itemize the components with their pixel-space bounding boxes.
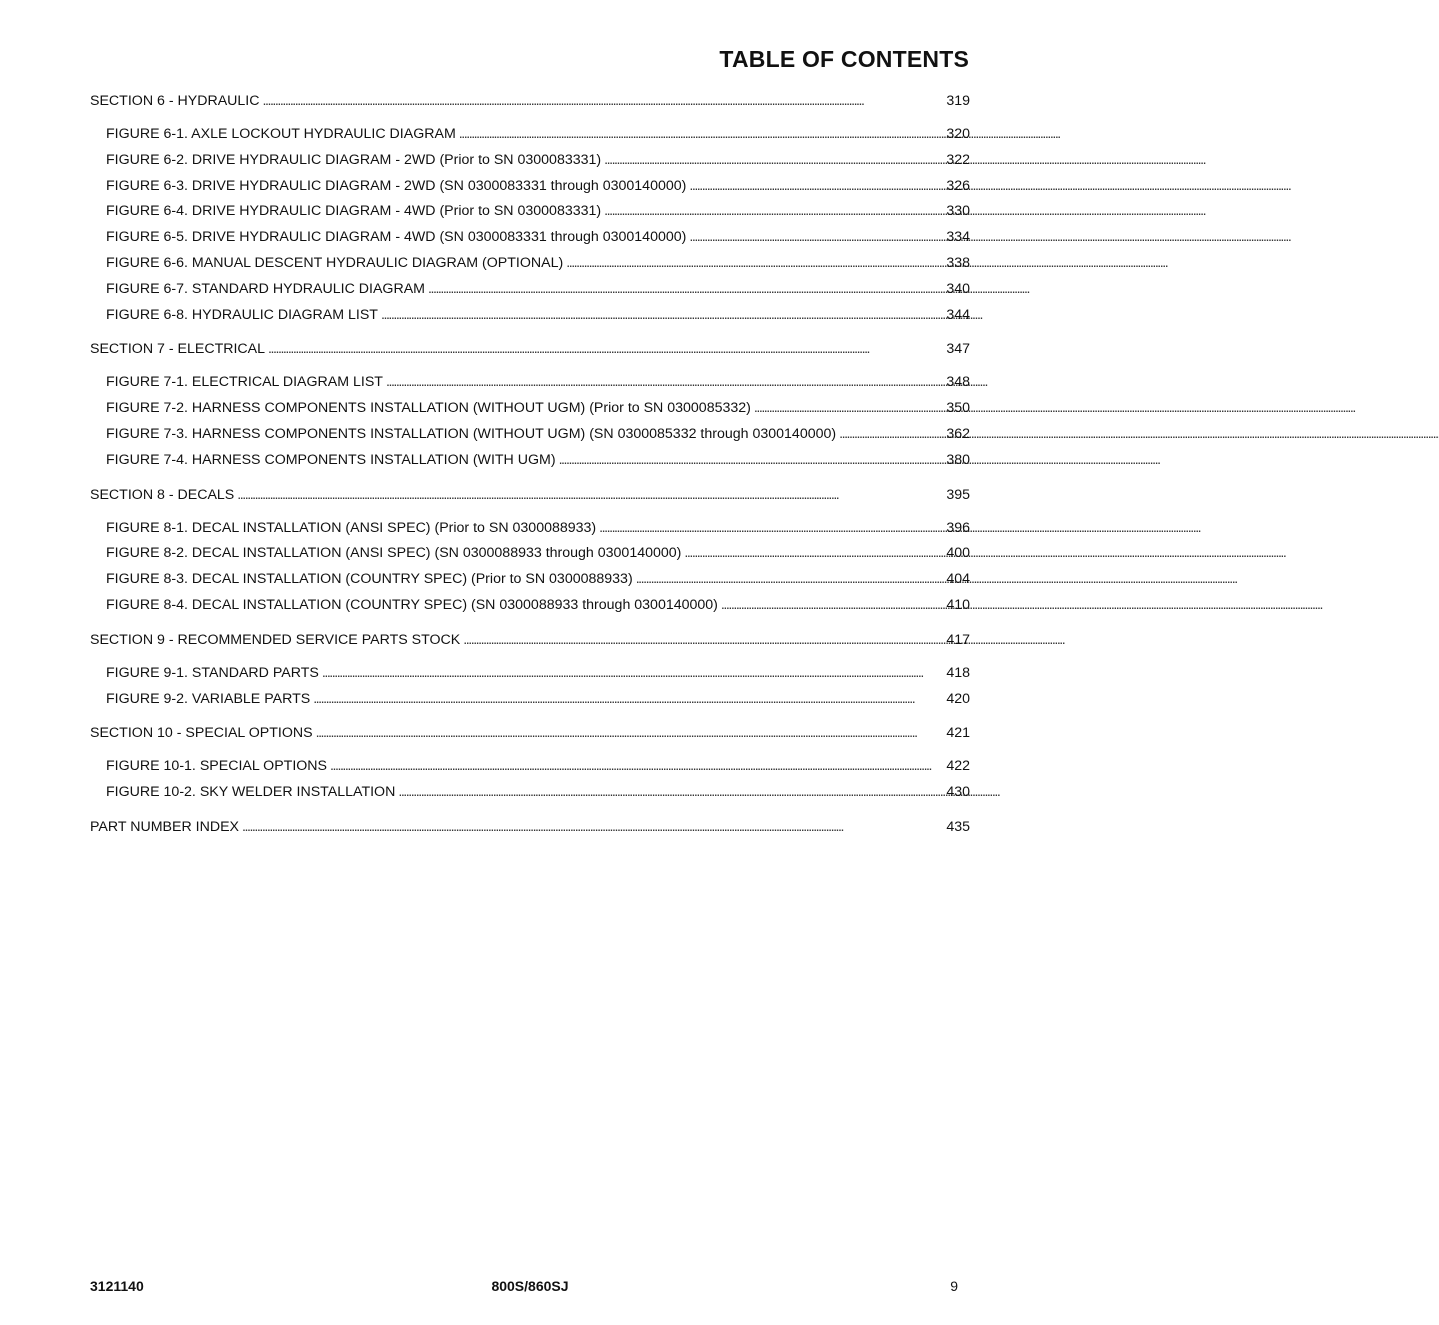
toc-figure-entry-page: 410 xyxy=(946,596,970,613)
dot-leader xyxy=(322,661,942,687)
dot-leader xyxy=(316,720,943,746)
dot-leader xyxy=(604,199,942,225)
toc-figure-entry-page: 404 xyxy=(946,571,970,588)
toc-section-entry[interactable] xyxy=(90,482,970,508)
toc-figure-entry[interactable] xyxy=(90,370,970,396)
toc-section-entry-page: 417 xyxy=(946,631,970,648)
dot-leader xyxy=(604,148,942,174)
toc-figure-entry[interactable] xyxy=(90,422,970,448)
toc-figure-entry-label: FIGURE 6-1. AXLE LOCKOUT HYDRAULIC DIAGRAM xyxy=(106,126,456,142)
footer-model: 800S/860SJ xyxy=(491,1278,569,1294)
toc-figure-entry-label: FIGURE 7-3. HARNESS COMPONENTS INSTALLATION (WITHOUT UGM) (SN 0300085332 through 0300140000) xyxy=(106,425,837,442)
toc-section-entry-page: 435 xyxy=(946,818,970,835)
page-footer xyxy=(90,1278,970,1296)
dot-leader xyxy=(689,174,942,200)
toc-figure-entry-page: 344 xyxy=(946,306,970,323)
toc-figure-entry-label: FIGURE 6-3. DRIVE HYDRAULIC DIAGRAM - 2WD (SN 0300083331 through 0300140000) xyxy=(106,177,687,194)
toc-group xyxy=(90,88,970,328)
toc-group xyxy=(90,814,970,840)
toc-figure-entry-label: FIGURE 6-2. DRIVE HYDRAULIC DIAGRAM - 2WD (Prior to SN 0300083331) xyxy=(106,151,602,168)
toc-figure-entry[interactable] xyxy=(90,148,970,174)
dot-leader xyxy=(599,516,942,542)
dot-leader xyxy=(330,754,942,780)
toc-figure-entry-label: FIGURE 7-2. HARNESS COMPONENTS INSTALLATION (WITHOUT UGM) (Prior to SN 0300085332) xyxy=(106,400,751,417)
dot-leader xyxy=(754,396,942,422)
toc-section-entry-page: 347 xyxy=(946,341,970,358)
toc-figure-entry[interactable] xyxy=(90,277,970,303)
dot-leader xyxy=(268,336,942,362)
toc-figure-entry[interactable] xyxy=(90,567,970,593)
toc-figure-entry-label: FIGURE 9-2. VARIABLE PARTS xyxy=(106,690,311,707)
toc-figure-entry-label: FIGURE 8-2. DECAL INSTALLATION (ANSI SPEC) (SN 0300088933 through 0300140000) xyxy=(106,545,682,562)
toc-figure-entry[interactable] xyxy=(90,448,970,474)
toc-figure-entry-label: FIGURE 6-8. HYDRAULIC DIAGRAM LIST xyxy=(106,306,378,323)
toc-figure-entry-page: 396 xyxy=(946,519,970,536)
toc-figure-entry[interactable] xyxy=(90,174,970,200)
toc-figure-entry-page: 350 xyxy=(946,400,970,417)
toc-section-entry-label: SECTION 10 - SPECIAL OPTIONS xyxy=(90,725,313,742)
dot-leader xyxy=(398,780,942,806)
dot-leader xyxy=(636,567,943,593)
toc-figure-entry-label: FIGURE 10-2. SKY WELDER INSTALLATION xyxy=(106,784,396,801)
toc-figure-entry-label: FIGURE 6-5. DRIVE HYDRAULIC DIAGRAM - 4WD (SN 0300083331 through 0300140000) xyxy=(106,229,687,246)
toc-figure-entry-label: FIGURE 6-7. STANDARD HYDRAULIC DIAGRAM xyxy=(106,280,425,297)
dot-leader xyxy=(459,122,943,148)
toc-figure-entry-page: 326 xyxy=(946,177,970,194)
toc-section-entry-page: 395 xyxy=(946,486,970,503)
page-title: TABLE OF CONTENTS xyxy=(719,46,969,72)
dot-leader xyxy=(839,422,942,448)
toc-section-entry-label: SECTION 7 - ELECTRICAL xyxy=(90,341,266,358)
toc-figure-entry-page: 322 xyxy=(946,151,970,168)
toc-figure-entry[interactable] xyxy=(90,199,970,225)
dot-leader xyxy=(463,627,942,653)
toc-section-entry-label: SECTION 6 - HYDRAULIC xyxy=(90,93,260,109)
toc-section-entry[interactable] xyxy=(90,627,970,653)
footer-page-number: 9 xyxy=(950,1278,958,1294)
toc-figure-entry-label: FIGURE 8-1. DECAL INSTALLATION (ANSI SPEC) (Prior to SN 0300088933) xyxy=(106,519,597,536)
toc-section-entry[interactable] xyxy=(90,88,970,114)
toc-group xyxy=(90,627,970,713)
toc-section-entry[interactable] xyxy=(90,814,970,840)
dot-leader xyxy=(559,448,943,474)
toc-section-entry[interactable] xyxy=(90,336,970,362)
toc-figure-entry-label: FIGURE 6-4. DRIVE HYDRAULIC DIAGRAM - 4WD (Prior to SN 0300083331) xyxy=(106,203,602,220)
toc-section-entry-label: SECTION 8 - DECALS xyxy=(90,486,235,503)
toc-figure-entry-page: 334 xyxy=(946,229,970,246)
toc-figure-entry-page: 418 xyxy=(946,664,970,681)
toc-group xyxy=(90,482,970,619)
dot-leader xyxy=(381,303,942,329)
dot-leader xyxy=(428,277,942,303)
toc-figure-entry-page: 362 xyxy=(946,425,970,442)
toc-figure-entry[interactable] xyxy=(90,516,970,542)
toc-figure-entry-label: FIGURE 9-1. STANDARD PARTS xyxy=(106,664,319,681)
toc-figure-entry[interactable] xyxy=(90,754,970,780)
toc-figure-entry[interactable] xyxy=(90,251,970,277)
toc-figure-entry-page: 380 xyxy=(946,451,970,468)
dot-leader xyxy=(237,482,942,508)
toc-figure-entry-page: 320 xyxy=(946,126,970,142)
toc-figure-entry[interactable] xyxy=(90,593,970,619)
toc-section-entry-page: 319 xyxy=(946,93,970,109)
toc-section-entry-label: PART NUMBER INDEX xyxy=(90,818,239,835)
toc-figure-entry-page: 330 xyxy=(946,203,970,220)
toc-figure-entry-label: FIGURE 7-4. HARNESS COMPONENTS INSTALLATION (WITH UGM) xyxy=(106,451,556,468)
dot-leader xyxy=(684,541,942,567)
toc-section-entry-page: 421 xyxy=(946,725,970,742)
toc-figure-entry-page: 348 xyxy=(946,374,970,391)
dot-leader xyxy=(313,687,942,713)
toc-section-entry-label: SECTION 9 - RECOMMENDED SERVICE PARTS STOCK xyxy=(90,631,461,648)
table-of-contents xyxy=(90,88,970,848)
toc-figure-entry[interactable] xyxy=(90,303,970,329)
toc-section-entry[interactable] xyxy=(90,720,970,746)
dot-leader xyxy=(386,370,942,396)
toc-figure-entry-page: 430 xyxy=(946,784,970,801)
toc-figure-entry[interactable] xyxy=(90,541,970,567)
dot-leader xyxy=(566,251,942,277)
dot-leader xyxy=(242,814,942,840)
toc-figure-entry-label: FIGURE 8-3. DECAL INSTALLATION (COUNTRY SPEC) (Prior to SN 0300088933) xyxy=(106,571,633,588)
toc-group xyxy=(90,336,970,473)
footer-doc-number: 3121140 xyxy=(90,1278,144,1294)
toc-figure-entry-label: FIGURE 10-1. SPECIAL OPTIONS xyxy=(106,758,328,775)
dot-leader xyxy=(721,593,942,619)
toc-figure-entry[interactable] xyxy=(90,396,970,422)
dot-leader xyxy=(263,88,943,114)
toc-figure-entry-page: 400 xyxy=(946,545,970,562)
toc-figure-entry[interactable] xyxy=(90,687,970,713)
toc-figure-entry-label: FIGURE 6-6. MANUAL DESCENT HYDRAULIC DIAGRAM (OPTIONAL) xyxy=(106,254,564,271)
toc-figure-entry-label: FIGURE 8-4. DECAL INSTALLATION (COUNTRY SPEC) (SN 0300088933 through 0300140000) xyxy=(106,596,718,613)
toc-figure-entry-page: 420 xyxy=(946,690,970,707)
toc-group xyxy=(90,720,970,806)
toc-figure-entry[interactable] xyxy=(90,225,970,251)
toc-figure-entry[interactable] xyxy=(90,780,970,806)
toc-figure-entry-page: 338 xyxy=(946,254,970,271)
toc-figure-entry[interactable] xyxy=(90,661,970,687)
toc-figure-entry-label: FIGURE 7-1. ELECTRICAL DIAGRAM LIST xyxy=(106,374,383,391)
toc-figure-entry-page: 340 xyxy=(946,280,970,297)
toc-figure-entry-page: 422 xyxy=(946,758,970,775)
dot-leader xyxy=(689,225,942,251)
toc-figure-entry[interactable] xyxy=(90,122,970,148)
